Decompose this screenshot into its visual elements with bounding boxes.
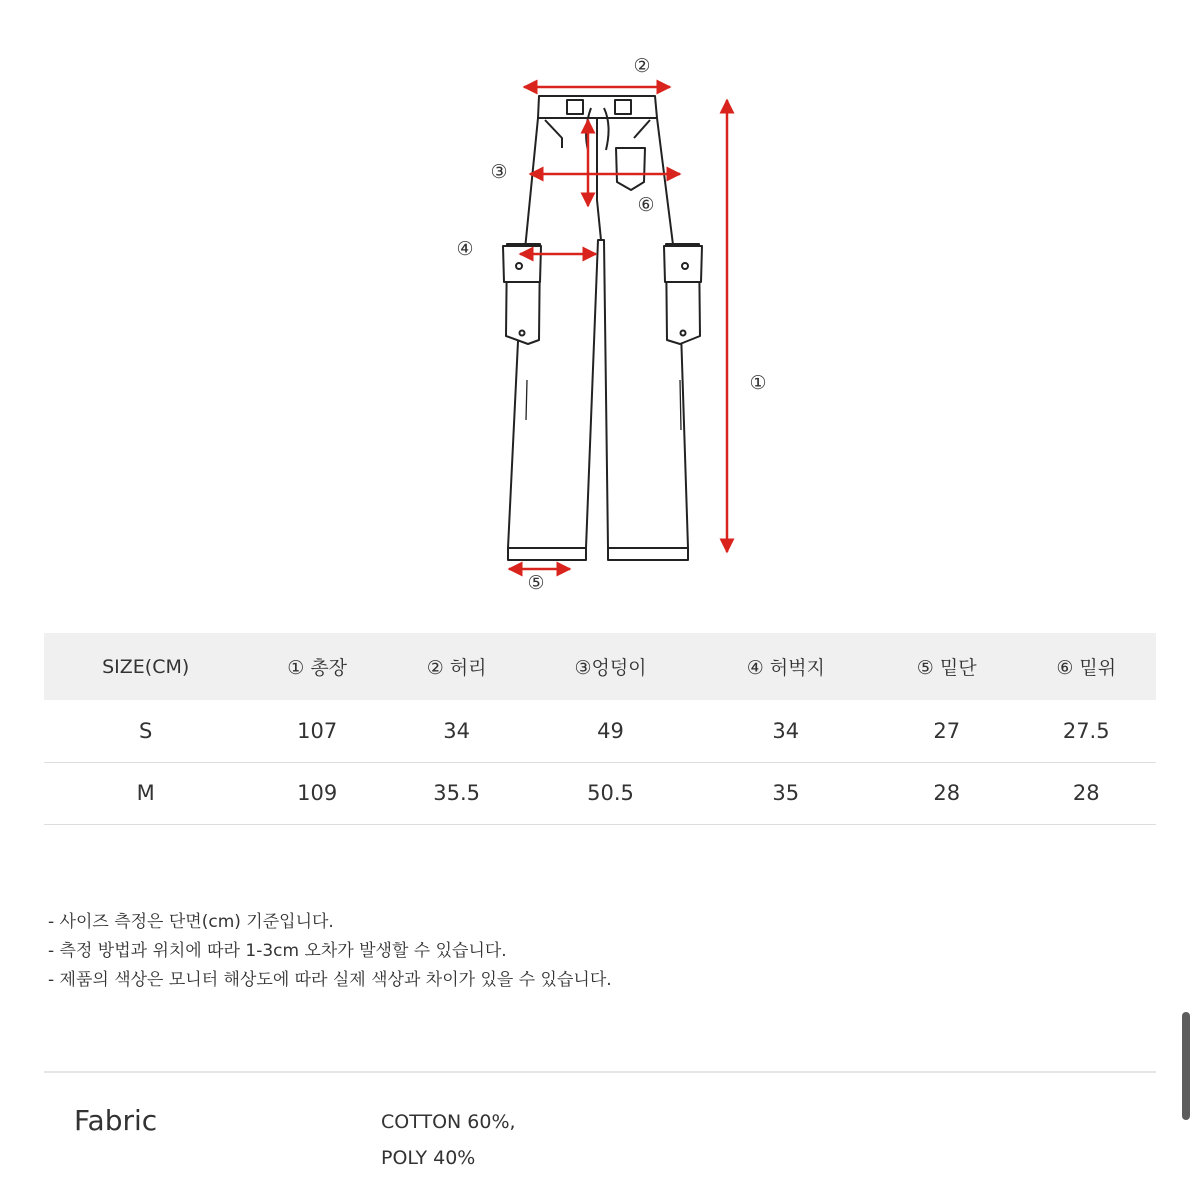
cell-rise: 27.5 — [1062, 718, 1110, 743]
note-measurement-basis: - 사이즈 측정은 단면(cm) 기준입니다. — [48, 912, 334, 932]
header-waist: ② 허리 — [426, 657, 487, 679]
cell-hip: 49 — [597, 718, 624, 743]
cell-hem: 27 — [933, 718, 961, 743]
cell-hem: 28 — [933, 781, 961, 805]
pants-illustration — [503, 96, 702, 560]
cell-waist: 35.5 — [433, 781, 481, 805]
cell-waist: 34 — [443, 718, 470, 743]
size-notes — [48, 908, 612, 995]
size-table — [44, 633, 1156, 825]
cell-hip: 50.5 — [587, 781, 634, 805]
pants-measurement-diagram — [440, 40, 800, 600]
section-divider — [44, 1071, 1156, 1073]
fabric-value-poly: POLY 40% — [381, 1147, 476, 1169]
size-table-header-row — [44, 633, 1156, 700]
cell-size: M — [136, 781, 155, 805]
scrollbar-thumb[interactable] — [1182, 1012, 1190, 1120]
fabric-label: Fabric — [74, 1104, 158, 1137]
cell-rise: 28 — [1072, 781, 1100, 805]
header-total-length: ① 총장 — [287, 657, 348, 679]
cell-total-length: 107 — [297, 718, 338, 743]
cell-total-length: 109 — [297, 781, 338, 805]
fabric-value-cotton: COTTON 60%, — [381, 1111, 516, 1133]
fabric-values — [381, 1104, 516, 1176]
header-hip: ③엉덩이 — [574, 657, 647, 679]
marker-6: ⑥ — [637, 194, 655, 216]
marker-3: ③ — [490, 161, 508, 183]
header-thigh: ④ 허벅지 — [746, 657, 825, 679]
note-error-margin: - 측정 방법과 위치에 따라 1-3cm 오차가 발생할 수 있습니다. — [48, 941, 507, 961]
header-hem: ⑤ 밑단 — [916, 657, 977, 679]
marker-5: ⑤ — [527, 572, 545, 594]
marker-4: ④ — [456, 238, 474, 260]
cell-size: S — [139, 718, 153, 743]
table-row — [44, 762, 1156, 824]
cell-thigh: 35 — [772, 781, 800, 805]
note-color-difference: - 제품의 색상은 모니터 해상도에 따라 실제 색상과 차이가 있을 수 있습니다. — [48, 970, 612, 990]
header-size: SIZE(CM) — [102, 655, 190, 678]
table-row — [44, 700, 1156, 762]
cell-thigh: 34 — [772, 718, 800, 743]
header-rise: ⑥ 밑위 — [1056, 657, 1117, 679]
marker-2: ② — [633, 55, 651, 77]
marker-1: ① — [749, 372, 767, 394]
